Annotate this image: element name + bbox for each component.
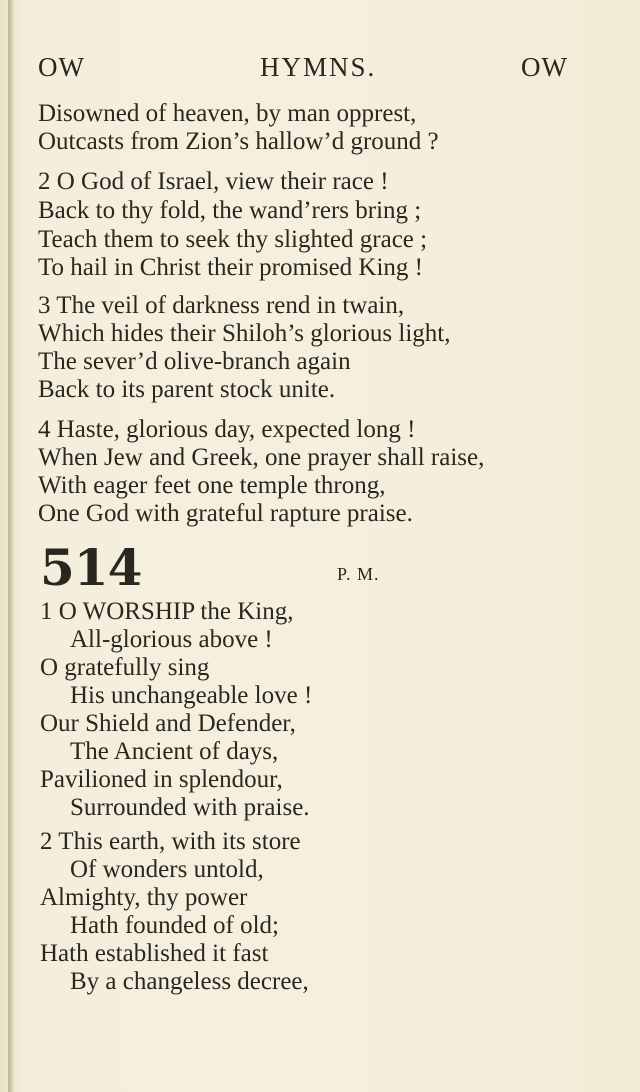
running-header (38, 52, 568, 86)
verse-line: Our Shield and Defender, (40, 710, 296, 737)
verse-line: Almighty, thy power (40, 884, 248, 911)
verse-line: Disowned of heaven, by man opprest, (38, 100, 417, 127)
header-left-catchword: OW (38, 52, 85, 82)
verse-line: By a changeless decree, (70, 968, 309, 995)
header-title: HYMNS. (260, 52, 377, 82)
verse-line: Pavilioned in splendour, (40, 766, 283, 793)
verse-line: 4 Haste, glorious day, expected long ! (38, 416, 416, 443)
verse-line: One God with grateful rapture praise. (38, 500, 413, 527)
verse-line: 2 O God of Israel, view their race ! (38, 168, 389, 195)
verse-line: 3 The veil of darkness rend in twain, (38, 292, 405, 319)
verse-line: The Ancient of days, (70, 738, 279, 765)
verse-line: Of wonders untold, (70, 856, 264, 883)
verse-line: Surrounded with praise. (70, 794, 310, 821)
verse-line: Outcasts from Zion’s hallow’d ground ? (38, 128, 439, 155)
verse-line: O gratefully sing (40, 654, 210, 681)
verse-line: The sever’d olive-branch again (38, 348, 351, 375)
verse-line: 2 This earth, with its store (40, 828, 301, 855)
verse-line: When Jew and Greek, one prayer shall raise, (38, 444, 485, 471)
verse-line: With eager feet one temple throng, (38, 472, 386, 499)
hymn-meter: P. M. (337, 564, 380, 584)
hymn-number: 514 (40, 538, 142, 597)
verse-line: 1 O WORSHIP the King, (40, 598, 294, 625)
verse-line: All-glorious above ! (70, 626, 273, 653)
verse-line: Back to thy fold, the wand’rers bring ; (38, 197, 422, 224)
verse-line: His unchangeable love ! (70, 682, 313, 709)
page-binding-edge (8, 0, 14, 1092)
verse-line: Hath founded of old; (70, 912, 279, 939)
header-right-catchword: OW (521, 52, 568, 82)
verse-line: Back to its parent stock unite. (38, 376, 336, 403)
verse-line: Hath established it fast (40, 940, 269, 967)
verse-line: Teach them to seek thy slighted grace ; (38, 226, 428, 253)
verse-line: To hail in Christ their promised King ! (38, 254, 424, 281)
verse-line: Which hides their Shiloh’s glorious light, (38, 320, 451, 347)
